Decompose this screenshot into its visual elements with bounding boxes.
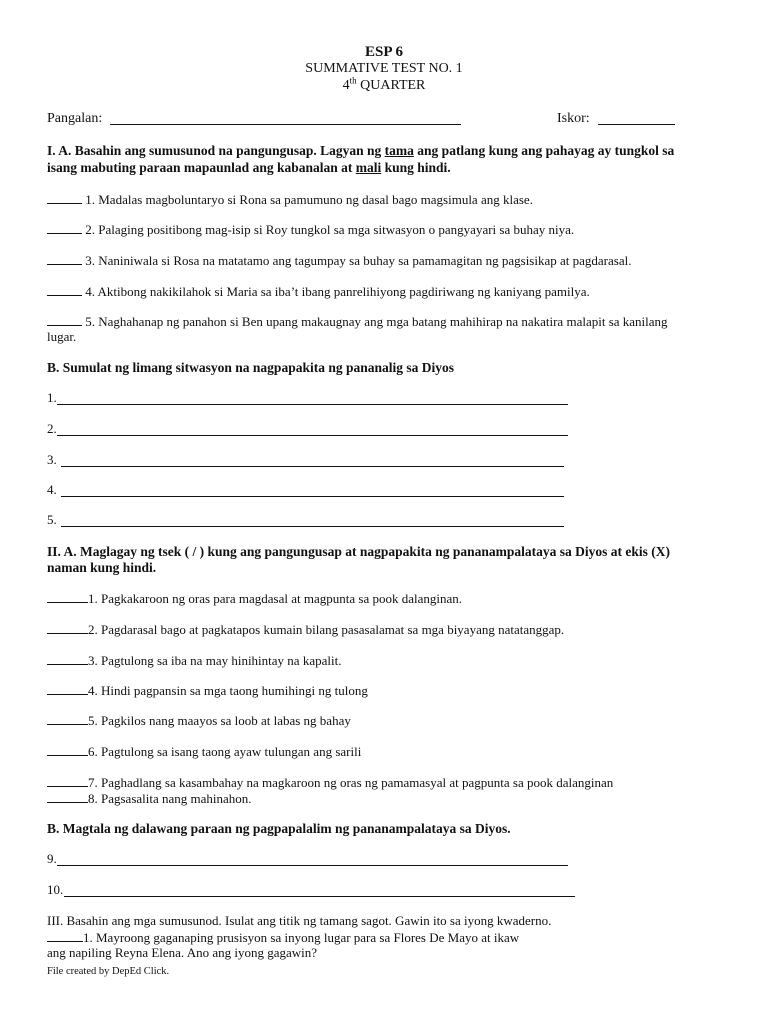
item-text: 5. Naghahanap ng panahon si Ben upang makaugnay ang mga batang mahihirap na nakatira malapit sa kanilang <box>85 314 668 329</box>
test-name: SUMMATIVE TEST NO. 1 <box>305 61 463 76</box>
list-item <box>47 682 368 699</box>
answer-blank[interactable] <box>47 621 88 634</box>
answer-blank[interactable] <box>47 790 88 803</box>
part1a-instruction-line2 <box>47 160 451 176</box>
list-item <box>47 712 351 729</box>
instr-text: isang mabuting paraan mapaunlad ang kabanalan at <box>47 160 356 175</box>
quarter-label <box>0 75 768 94</box>
quarter-word: QUARTER <box>360 78 426 93</box>
item-text: 8. Pagsasalita nang mahinahon. <box>88 791 252 806</box>
answer-line[interactable] <box>61 496 564 497</box>
item-text: 3. Naniniwala si Rosa na matatamo ang tagumpay sa buhay sa pamamagitan ng pagsisikap at pagdarasal. <box>85 253 632 268</box>
score-label: Iskor: <box>557 111 590 126</box>
instr-tama: tama <box>384 143 414 158</box>
answer-blank[interactable] <box>47 252 82 265</box>
instr-mali: mali <box>355 160 382 175</box>
quarter-suffix: th <box>349 75 357 86</box>
instr-text: ang patlang kung ang pahayag ay tungkol sa <box>413 143 675 158</box>
item-continuation: ang napiling Reyna Elena. Ano ang iyong gagawin? <box>47 945 318 960</box>
item-text: 4. Aktibong nakikilahok si Maria sa iba’t ibang panrelihiyong pagdiriwang ng kaniyang pamilya. <box>85 284 590 299</box>
part2b-instruction: B. Magtala ng dalawang paraan ng pagpapalalim ng pananampalataya sa Diyos. <box>47 821 511 836</box>
item-text: 5. Pagkilos nang maayos sa loob at labas ng bahay <box>88 713 351 728</box>
answer-blank[interactable] <box>47 590 88 603</box>
item-text: 1. Madalas magboluntaryo si Rona sa pamumuno ng dasal bago magsimula ang klase. <box>85 192 533 207</box>
answer-number: 5. <box>47 512 57 527</box>
answer-blank[interactable] <box>47 652 88 665</box>
answer-number: 2. <box>47 421 57 436</box>
answer-blank[interactable] <box>47 743 88 756</box>
item-text: 7. Paghadlang sa kasambahay na magkaroon ng oras ng pamamasyal at pagpunta sa pook dalanginan <box>88 775 614 790</box>
list-item <box>47 590 462 607</box>
answer-line[interactable] <box>61 526 564 527</box>
list-item <box>47 313 668 330</box>
part1b-instruction: B. Sumulat ng limang sitwasyon na nagpapakita ng pananalig sa Diyos <box>47 360 454 375</box>
item-text: 2. Palaging positibong mag-isip si Roy tungkol sa mga sitwasyon o pangyayari sa buhay niya. <box>85 222 575 237</box>
answer-number: 4. <box>47 482 57 497</box>
item-text: 1. Pagkakaroon ng oras para magdasal at magpunta sa pook dalanginan. <box>88 591 462 606</box>
instr-text: I. A. Basahin ang sumusunod na pangungusap. Lagyan ng <box>47 143 385 158</box>
answer-blank[interactable] <box>47 221 82 234</box>
list-item <box>47 621 564 638</box>
list-item <box>47 191 533 208</box>
item-continuation: lugar. <box>47 329 77 344</box>
answer-blank[interactable] <box>47 712 88 725</box>
quarter-number: 4 <box>342 78 350 93</box>
list-item <box>47 774 613 791</box>
footer-credit: File created by DepEd Click. <box>47 966 170 977</box>
name-blank[interactable] <box>110 124 461 125</box>
part2a-instruction-line1: II. A. Maglagay ng tsek ( / ) kung ang pangungusap at nagpapakita ng pananampalataya sa Diyos at ekis (X) <box>47 544 671 559</box>
list-item <box>47 790 252 807</box>
answer-line[interactable] <box>57 435 568 436</box>
score-blank[interactable] <box>598 124 675 125</box>
list-item <box>47 283 590 300</box>
answer-number: 3. <box>47 452 57 467</box>
subject-title: ESP 6 <box>365 44 403 60</box>
answer-blank[interactable] <box>47 313 82 326</box>
answer-number: 9. <box>47 851 57 866</box>
item-text: 2. Pagdarasal bago at pagkatapos kumain bilang pasasalamat sa mga biyayang natatanggap. <box>88 622 565 637</box>
answer-line[interactable] <box>64 896 575 897</box>
part1a-instruction-line1 <box>47 143 674 159</box>
item-text: 4. Hindi pagpansin sa mga taong humihingi ng tulong <box>88 683 368 698</box>
answer-blank[interactable] <box>47 774 88 787</box>
answer-line[interactable] <box>61 466 564 467</box>
answer-blank[interactable] <box>47 682 88 695</box>
answer-blank[interactable] <box>47 929 83 942</box>
answer-line[interactable] <box>57 404 568 405</box>
item-text: 6. Pagtulong sa isang taong ayaw tulungan ang sarili <box>88 744 362 759</box>
list-item <box>47 252 631 269</box>
list-item <box>47 743 361 760</box>
list-item <box>47 652 341 669</box>
instr-text: kung hindi. <box>381 160 451 175</box>
item-text: 1. Mayroong gaganaping prusisyon sa inyong lugar para sa Flores De Mayo at ikaw <box>83 930 520 945</box>
answer-blank[interactable] <box>47 283 82 296</box>
answer-number: 1. <box>47 390 57 405</box>
name-label: Pangalan: <box>47 111 103 126</box>
answer-line[interactable] <box>57 865 568 866</box>
answer-number: 10. <box>47 882 64 897</box>
list-item <box>47 221 574 238</box>
item-text: 3. Pagtulong sa iba na may hinihintay na kapalit. <box>88 653 342 668</box>
part3-instruction: III. Basahin ang mga sumusunod. Isulat ang titik ng tamang sagot. Gawin ito sa iyong kwaderno. <box>47 913 552 928</box>
answer-blank[interactable] <box>47 191 82 204</box>
list-item <box>47 929 519 946</box>
part2a-instruction-line2: naman kung hindi. <box>47 560 157 575</box>
